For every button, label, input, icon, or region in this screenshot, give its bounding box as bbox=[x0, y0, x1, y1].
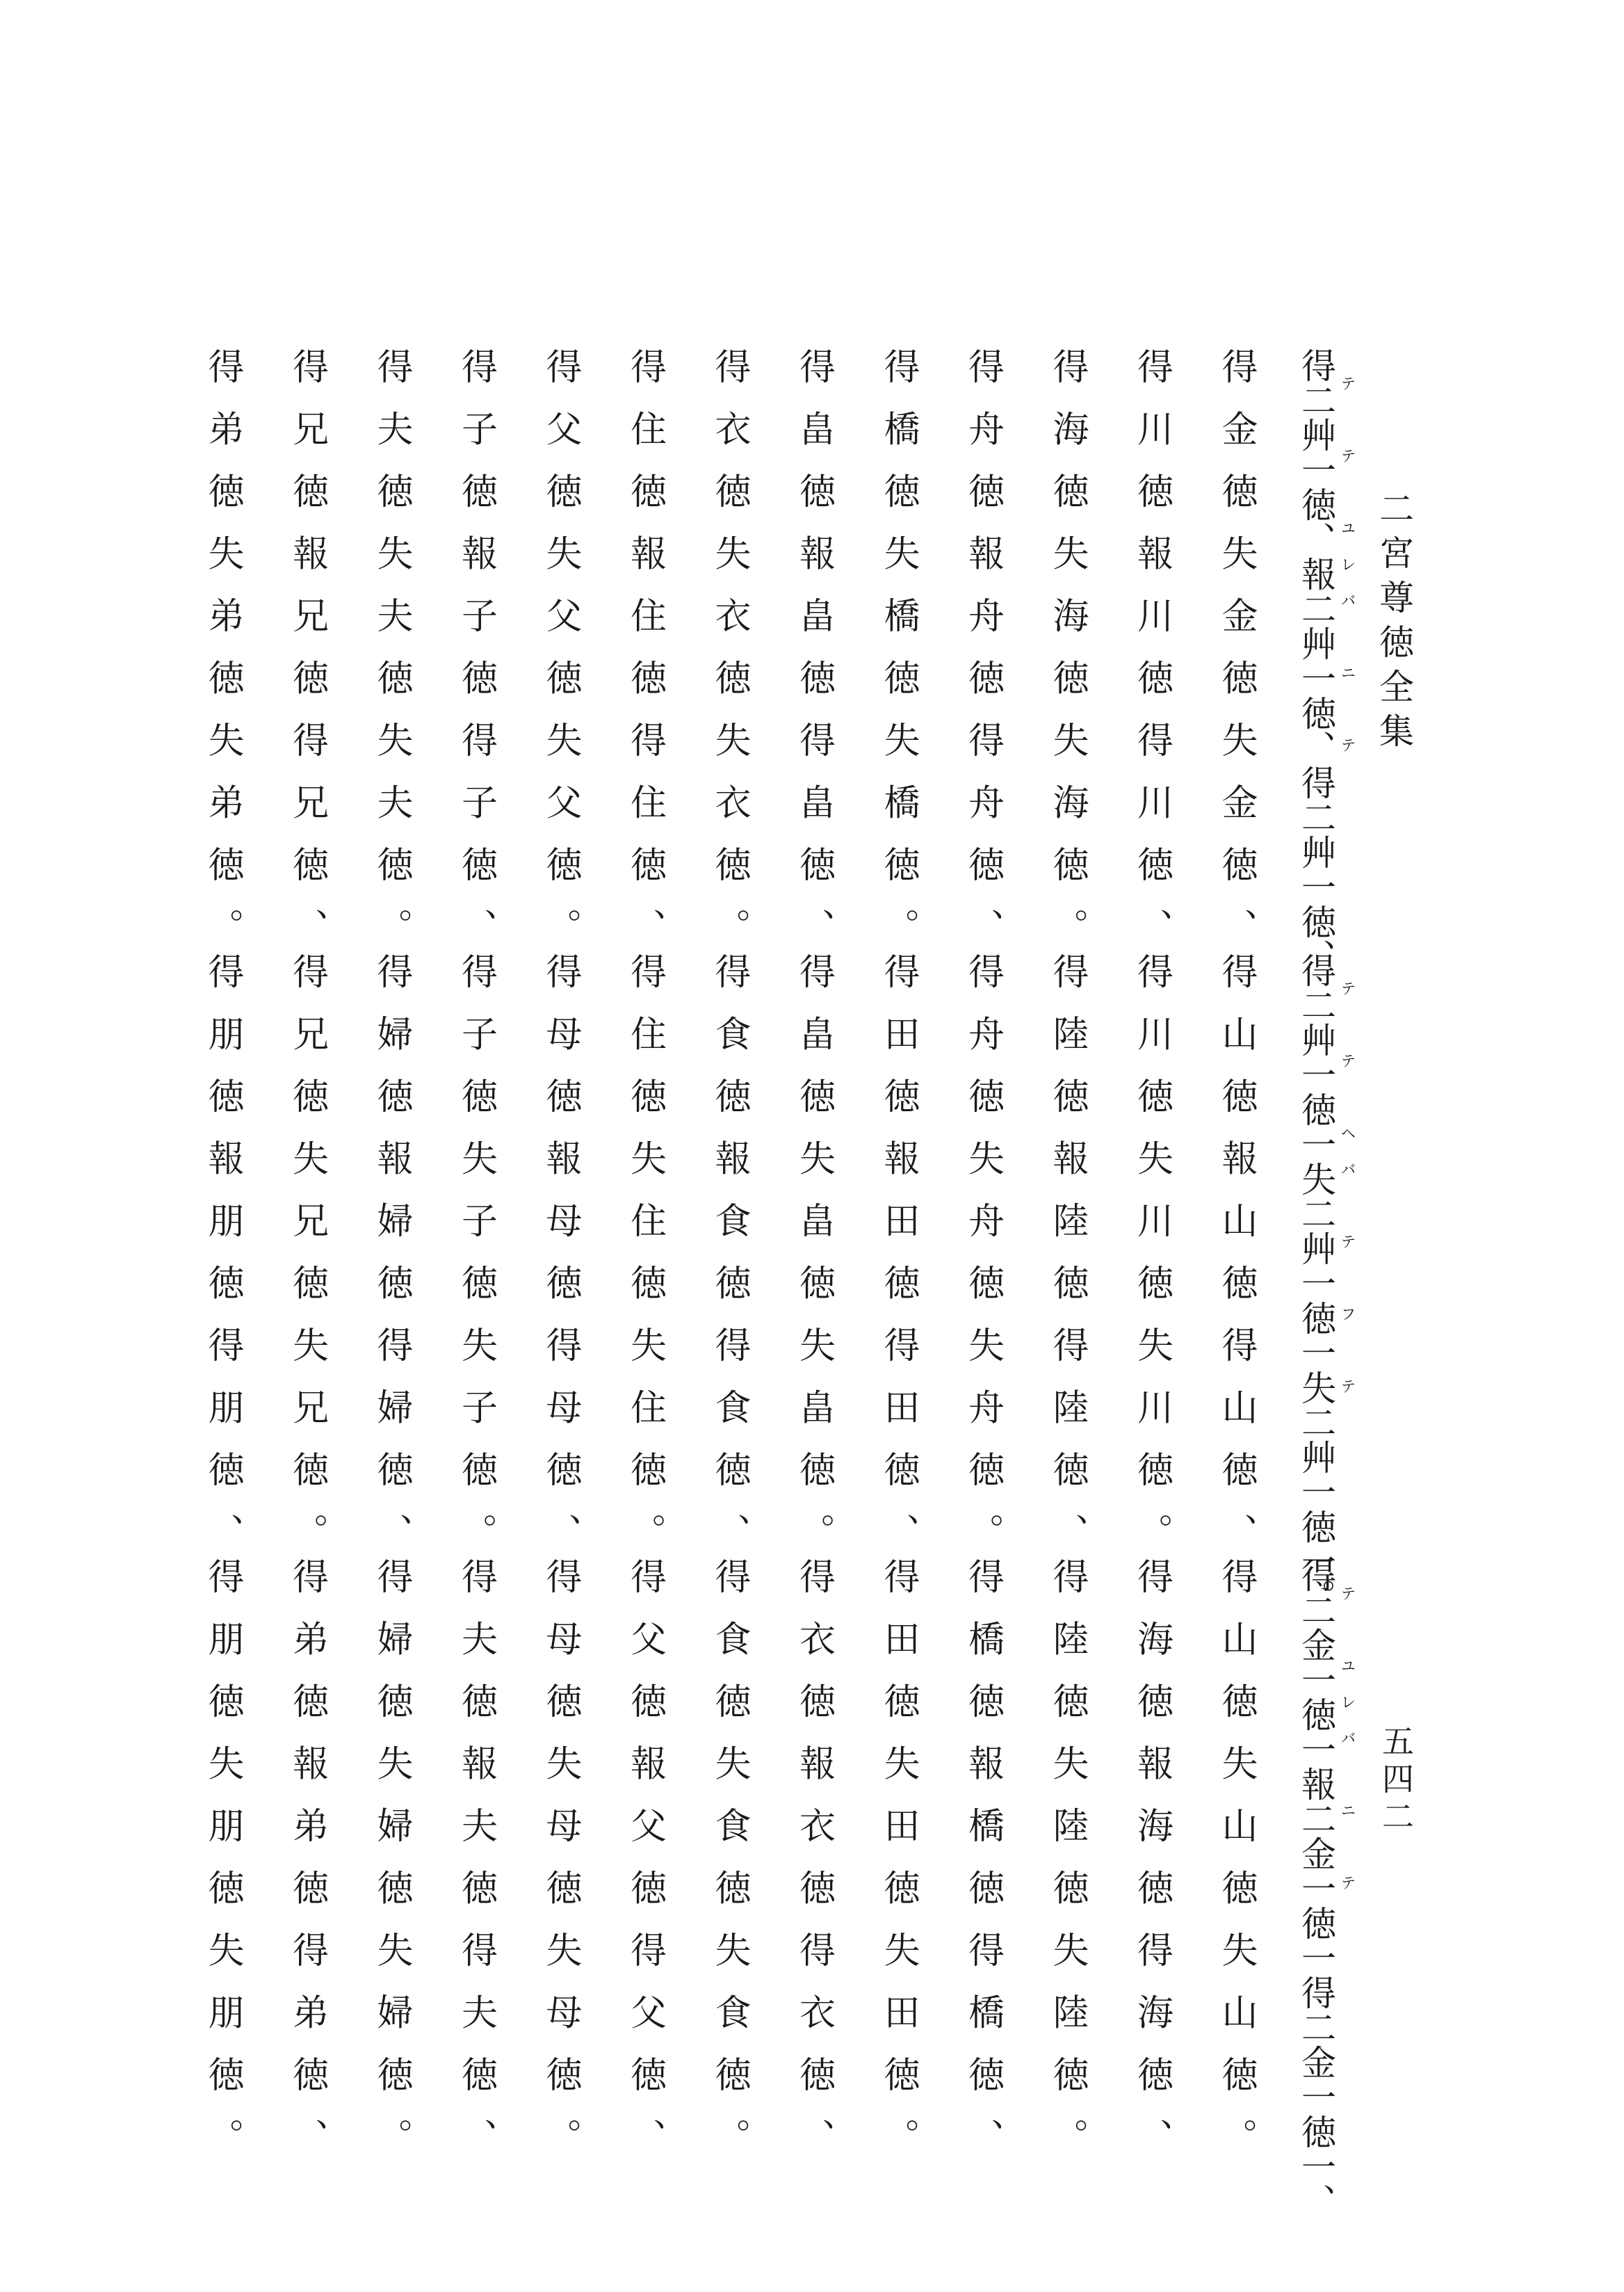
text-column: 得山徳失山徳失山徳。 bbox=[1215, 1558, 1257, 2180]
text-column: 得舟徳失舟徳失舟徳。 bbox=[961, 953, 1004, 1575]
text-column: 得山徳報山徳得山徳、 bbox=[1215, 953, 1257, 1575]
text-column: 得住徳報住徳得住徳、 bbox=[624, 348, 666, 970]
text-column: 得兄徳失兄徳失兄徳。 bbox=[286, 953, 328, 1575]
text-column: 得婦徳報婦徳得婦徳、 bbox=[371, 953, 412, 1575]
text-column: 得子徳失子徳失子徳。 bbox=[455, 953, 497, 1575]
text-column: 得田徳失田徳失田徳。 bbox=[877, 1558, 919, 2180]
text-column: 得海徳報海徳得海徳、 bbox=[1130, 1558, 1173, 2180]
text-column: 得父徳失父徳失父徳。 bbox=[539, 348, 581, 970]
text-column: 得朋徳失朋徳失朋徳。 bbox=[202, 1558, 243, 2180]
lead-column: 得二艸一徳一失二艸一徳一失二艸一徳一。 bbox=[1296, 953, 1336, 1613]
text-column: 得橋徳報橋徳得橋徳、 bbox=[961, 1558, 1004, 2180]
text-column: 得衣徳失衣徳失衣徳。 bbox=[708, 348, 750, 970]
lead-column: 得二艸一徳、報二艸一徳、得二艸一徳、 bbox=[1296, 348, 1336, 974]
text-column: 得住徳失住徳失住徳。 bbox=[624, 953, 666, 1575]
text-column: 得子徳報子徳得子徳、 bbox=[455, 348, 497, 970]
text-column: 得舟徳報舟徳得舟徳、 bbox=[961, 348, 1004, 970]
text-column: 得田徳報田徳得田徳、 bbox=[877, 953, 919, 1575]
text-column: 得陸徳失陸徳失陸徳。 bbox=[1046, 1558, 1088, 2180]
text-column: 得母徳失母徳失母徳。 bbox=[539, 1558, 581, 2180]
text-column: 得金徳失金徳失金徳、 bbox=[1215, 348, 1257, 970]
running-title: 二宮尊徳全集 bbox=[1374, 490, 1414, 757]
text-column: 得夫徳失夫徳失夫徳。 bbox=[371, 348, 412, 970]
text-column: 得婦徳失婦徳失婦徳。 bbox=[371, 1558, 412, 2180]
text-column: 得陸徳報陸徳得陸徳、 bbox=[1046, 953, 1088, 1575]
text-column: 得畠徳失畠徳失畠徳。 bbox=[793, 953, 835, 1575]
text-column: 得弟徳報弟徳得弟徳、 bbox=[286, 1558, 328, 2180]
text-column: 得弟徳失弟徳失弟徳。 bbox=[202, 348, 243, 970]
text-column: 得川徳失川徳失川徳。 bbox=[1130, 953, 1173, 1575]
text-column: 得兄徳報兄徳得兄徳、 bbox=[286, 348, 328, 970]
lead-column: 得二金一徳一報二金一徳一得二金一徳一、 bbox=[1296, 1558, 1336, 2218]
text-column: 得畠徳報畠徳得畠徳、 bbox=[793, 348, 835, 970]
lead-kana-annotation: テ ユレバ ニ テ bbox=[1338, 1585, 1356, 1911]
page-number: 五四二 bbox=[1377, 1725, 1415, 1837]
text-column: 得夫徳報夫徳得夫徳、 bbox=[455, 1558, 497, 2180]
lead-kana-annotation: テ テ ヘバ テ フ テ bbox=[1338, 980, 1356, 1414]
text-column: 得橋徳失橋徳失橋徳。 bbox=[877, 348, 919, 970]
text-column: 得衣徳報衣徳得衣徳、 bbox=[793, 1558, 835, 2180]
text-column: 得父徳報父徳得父徳、 bbox=[624, 1558, 666, 2180]
text-column: 得食徳報食徳得食徳、 bbox=[708, 953, 750, 1575]
text-column: 得海徳失海徳失海徳。 bbox=[1046, 348, 1088, 970]
text-column: 得母徳報母徳得母徳、 bbox=[539, 953, 581, 1575]
text-column: 得朋徳報朋徳得朋徳、 bbox=[202, 953, 243, 1575]
text-column: 得川徳報川徳得川徳、 bbox=[1130, 348, 1173, 970]
lead-kana-annotation: テ テ ユレバ ニ テ bbox=[1338, 376, 1356, 773]
text-column: 得食徳失食徳失食徳。 bbox=[708, 1558, 750, 2180]
